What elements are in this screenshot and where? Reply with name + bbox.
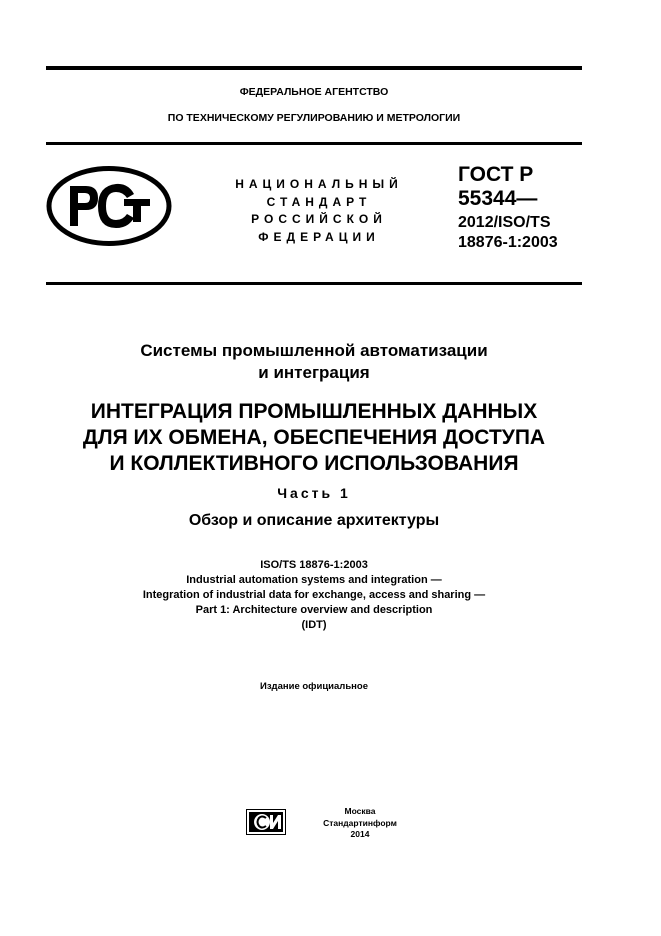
publisher-year: 2014 [350,829,370,839]
middle-rule [46,142,582,145]
gost-designation [458,163,558,253]
iso-line-1: ISO/TS 18876-1:2003 [260,559,368,571]
iso-line-4: Part 1: Architecture overview and description [195,604,433,616]
national-standard-label [224,176,414,246]
iso-reference [46,558,582,633]
gost-line-4: 18876-1:2003 [458,234,558,251]
national-standard-line-2: СТАНДАРТ [266,194,372,209]
national-standard-line-4: ФЕДЕРАЦИИ [258,229,380,244]
gost-line-3: 2012/ISO/TS [458,214,551,231]
part-label: Часть 1 [277,485,351,501]
rst-logo-icon [46,166,172,246]
agency-line-1: ФЕДЕРАЛЬНОЕ АГЕНТСТВО [239,86,389,98]
edition-label: Издание официальное [260,681,368,692]
standartinform-logo-icon [246,809,286,835]
part-subtitle: Обзор и описание архитектуры [188,512,440,529]
title-line-2: ДЛЯ ИХ ОБМЕНА, ОБЕСПЕЧЕНИЯ ДОСТУПА [82,426,546,449]
agency-line-2: ПО ТЕХНИЧЕСКОМУ РЕГУЛИРОВАНИЮ И МЕТРОЛОГИИ [167,112,461,124]
series-line-1: Системы промышленной автоматизации [140,341,488,360]
publisher-city: Москва [344,806,376,816]
gost-line-1: ГОСТ Р [458,163,534,186]
iso-line-2: Industrial automation systems and integration — [186,574,442,586]
series-title [46,340,582,384]
national-standard-line-3: РОССИЙСКОЙ [251,212,387,226]
iso-line-5: (IDT) [301,619,327,631]
publisher-block [300,806,420,841]
publisher-name: Стандартинформ [323,817,397,828]
iso-line-3: Integration of industrial data for exchange, access and sharing — [142,589,486,601]
top-rule [46,66,582,70]
document-title [46,399,582,477]
title-line-1: ИНТЕГРАЦИЯ ПРОМЫШЛЕННЫХ ДАННЫХ [90,400,538,423]
national-standard-line-1: НАЦИОНАЛЬНЫЙ [235,177,403,191]
series-line-2: и интеграция [258,363,370,382]
title-line-3: И КОЛЛЕКТИВНОГО ИСПОЛЬЗОВАНИЯ [109,452,519,475]
bottom-rule [46,282,582,285]
gost-line-2: 55344— [458,187,538,210]
